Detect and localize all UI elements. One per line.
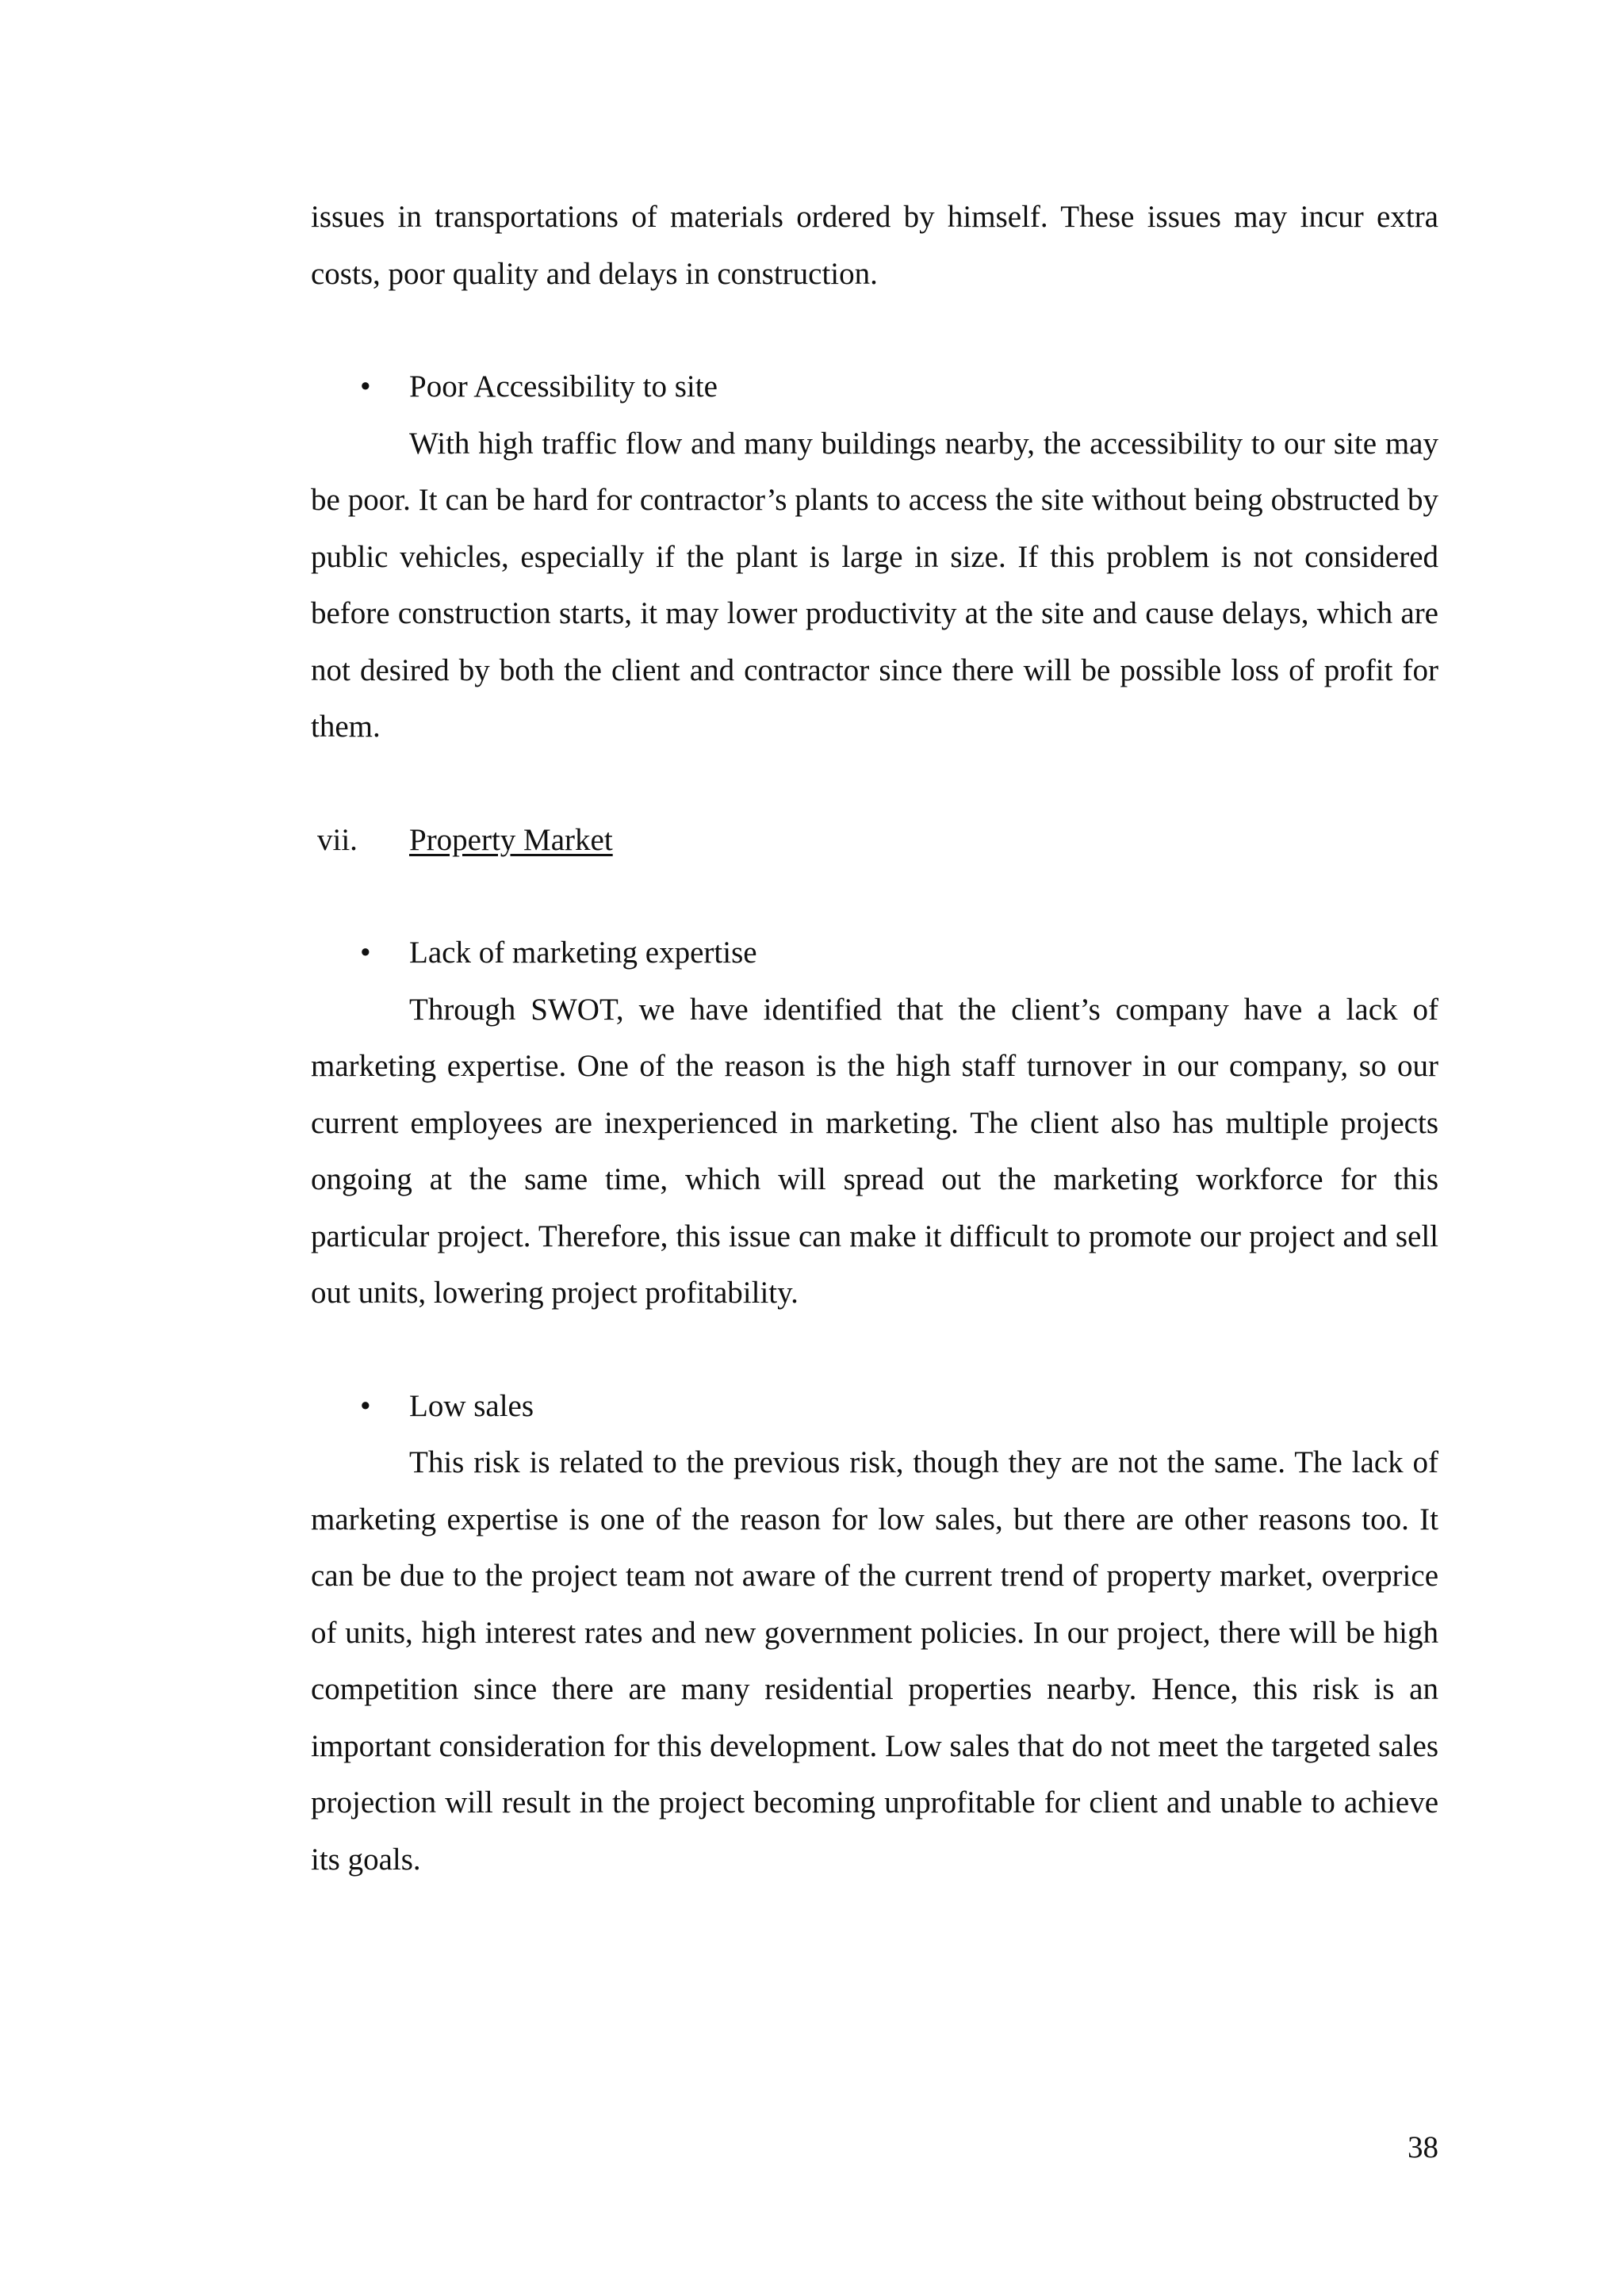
bullet-body: Through SWOT, we have identified that the client’s company have a lack of marketing expertise. One of the reason is the high staff turnover in our company, so our current employees are inexperienced in marketing. The client also has multiple projects ongoing at the same time, which will spread out the marketing workforce for this particular project. Therefore, this issue can make it difficult to promote our project and sell out units, lowering project profitability.	[311, 992, 1438, 1310]
bullet-item-poor-accessibility	[311, 358, 1438, 415]
document-body	[311, 189, 1438, 1888]
opening-paragraph: issues in transportations of materials ordered by himself. These issues may incur extra costs, poor quality and delays in construction.	[311, 200, 1438, 291]
bullet-icon: •	[360, 936, 371, 970]
paragraph-gap	[311, 756, 1438, 812]
bullet-icon: •	[360, 369, 371, 404]
bullet-body: With high traffic flow and many buildings nearby, the accessibility to our site may be poor. It can be hard for contractor’s plants to access the site without being obstructed by public vehicles, especially if the plant is large in size. If this problem is not considered before construction starts, it may lower productivity at the site and cause delays, which are not desired by both the client and contractor since there will be possible loss of profit for them.	[311, 426, 1438, 744]
page-number: 38	[1408, 2130, 1438, 2164]
paragraph-gap	[311, 1322, 1438, 1378]
bullet-title: Poor Accessibility to site	[409, 369, 718, 404]
bullet-icon: •	[360, 1388, 371, 1423]
paragraph-gap	[311, 302, 1438, 358]
bullet-title: Lack of marketing expertise	[409, 936, 757, 970]
section-heading	[311, 812, 1438, 869]
bullet-item-marketing-expertise	[311, 924, 1438, 982]
bullet-body: This risk is related to the previous risk, though they are not the same. The lack of marketing expertise is one of the reason for low sales, but there are other reasons too. It can be due to the project team not aware of the current trend of property market, overprice of units, high interest rates and new government policies. In our project, there will be high competition since there are many residential properties nearby. Hence, this risk is an important consideration for this development. Low sales that do not meet the targeted sales projection will result in the project becoming unprofitable for client and unable to achieve its goals.	[311, 1445, 1438, 1877]
bullet-title: Low sales	[409, 1388, 534, 1423]
section-title: Property Market	[409, 822, 613, 857]
paragraph-gap	[311, 868, 1438, 924]
section-number: vii.	[317, 822, 358, 857]
bullet-item-low-sales	[311, 1378, 1438, 1435]
